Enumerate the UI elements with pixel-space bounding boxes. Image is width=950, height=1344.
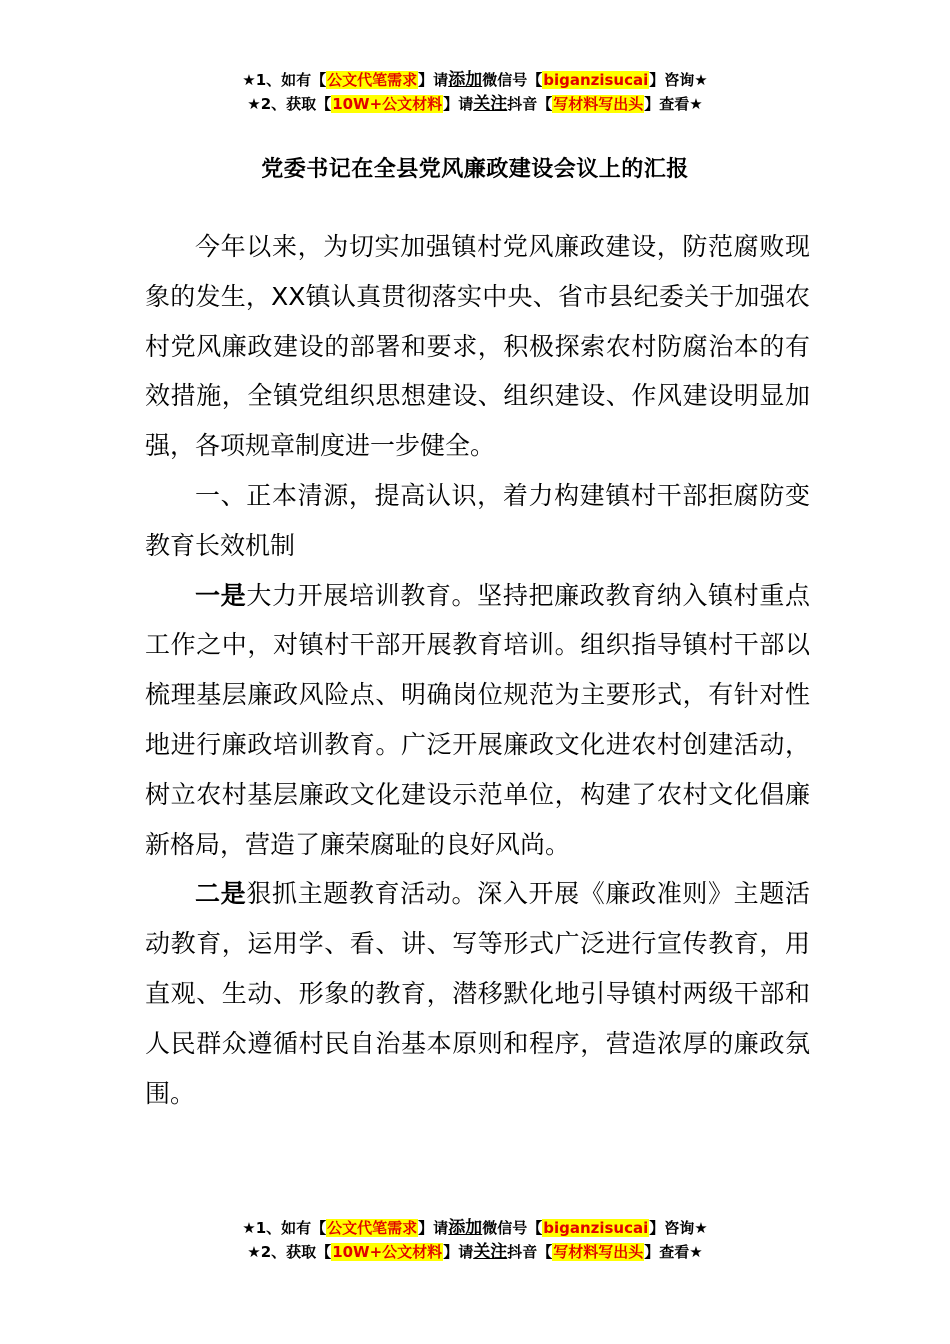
promo-text: 抖音【 (507, 95, 553, 113)
promo-highlight: 公文代笔需求 (327, 71, 418, 89)
document-body (145, 222, 810, 1118)
promo-underlined: 关注 (473, 1242, 508, 1262)
promo-text: 微信号【 (482, 71, 543, 89)
promo-line-2 (0, 1240, 950, 1264)
promo-text: 抖音【 (507, 1243, 553, 1261)
promo-text: 】查看★ (644, 95, 703, 113)
item-lead: 二是 (195, 879, 247, 909)
promo-text: ★2、获取【 (247, 95, 332, 113)
document-title: 党委书记在全县党风廉政建设会议上的汇报 (261, 157, 689, 182)
promo-text: 】请 (443, 1243, 474, 1261)
promo-line-2 (0, 92, 950, 116)
promo-highlight: 10W+公文材料 (332, 1243, 443, 1261)
promo-line-1 (0, 68, 950, 92)
item-paragraph-2 (145, 869, 810, 1118)
promo-text: 】咨询★ (649, 71, 708, 89)
intro-paragraph: 今年以来，为切实加强镇村党风廉政建设，防范腐败现象的发生，XX镇认真贯彻落实中央、省市县纪委关于加强农村党风廉政建设的部署和要求，积极探索农村防腐治本的有效措施，全镇党组织思想建设、组织建设、作风建设明显加强，各项规章制度进一步健全。 (145, 232, 810, 461)
promo-text: 】请 (418, 1219, 449, 1237)
promo-highlight-douyin: 写材料写出头 (553, 1243, 644, 1261)
promo-highlight: 10W+公文材料 (332, 95, 443, 113)
item-lead: 一是 (195, 580, 247, 610)
promo-line-1 (0, 1216, 950, 1240)
promo-text: ★2、获取【 (247, 1243, 332, 1261)
promo-text: 】查看★ (644, 1243, 703, 1261)
promo-underlined: 添加 (448, 1218, 483, 1238)
promo-text: 微信号【 (482, 1219, 543, 1237)
promo-text: 】请 (418, 71, 449, 89)
item-paragraph-1 (145, 571, 810, 870)
promo-underlined: 添加 (448, 70, 483, 90)
promo-highlight-wechat: biganzisucai (543, 71, 649, 89)
promo-text: 】请 (443, 95, 474, 113)
promo-highlight-wechat: biganzisucai (543, 1219, 649, 1237)
item-text: 狠抓主题教育活动。深入开展《廉政准则》主题活动教育，运用学、看、讲、写等形式广泛进行宣传教育，用直观、生动、形象的教育，潜移默化地引导镇村两级干部和人民群众遵循村民自治基本原则和程序，营造浓厚的廉政氛围。 (145, 879, 810, 1108)
promo-text: 】咨询★ (649, 1219, 708, 1237)
item-text: 大力开展培训教育。坚持把廉政教育纳入镇村重点工作之中，对镇村干部开展教育培训。组织指导镇村干部以梳理基层廉政风险点、明确岗位规范为主要形式，有针对性地进行廉政培训教育。广泛开展廉政文化进农村创建活动，树立农村基层廉政文化建设示范单位，构建了农村文化倡廉新格局，营造了廉荣腐耻的良好风尚。 (145, 580, 810, 859)
promo-text: ★1、如有【 (242, 71, 327, 89)
section-heading: 一、正本清源，提高认识，着力构建镇村干部拒腐防变教育长效机制 (145, 480, 810, 560)
promo-highlight: 公文代笔需求 (327, 1219, 418, 1237)
promo-header (0, 68, 950, 116)
promo-underlined: 关注 (473, 94, 508, 114)
promo-text: ★1、如有【 (242, 1219, 327, 1237)
promo-highlight-douyin: 写材料写出头 (553, 95, 644, 113)
promo-footer (0, 1216, 950, 1264)
